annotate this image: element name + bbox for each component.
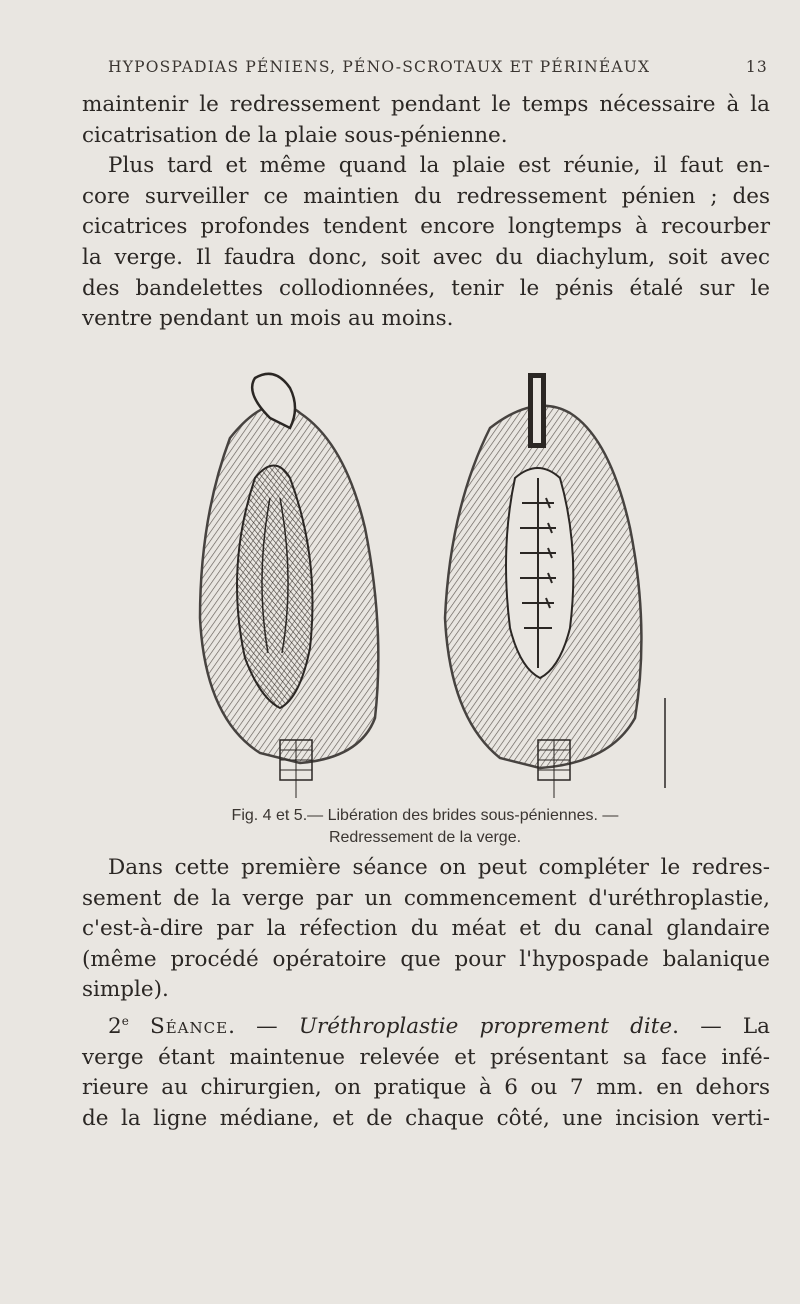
text-line: maintenir le redressement pendant le temps nécessaire à la — [82, 92, 770, 117]
text-line: Dans cette première séance on peut compléter le redres- — [108, 855, 770, 880]
running-header — [108, 58, 768, 76]
text-line: simple). — [82, 977, 169, 1003]
caption-line: Redressement de la verge. — [328, 829, 522, 846]
text-line: de la ligne médiane, et de chaque côté, une incision verti- — [82, 1105, 770, 1131]
section-title: Uréthroplastie proprement dite — [298, 1014, 673, 1040]
text-line: c'est-à-dire par la réfection du méat et du canal glandaire — [82, 916, 770, 942]
separator: . — — [228, 1014, 299, 1040]
text-line: (même procédé opératoire que pour l'hypospade balanique — [82, 946, 770, 972]
text-line: Plus tard et même quand la plaie est réunie, il faut en- — [108, 153, 770, 179]
page-number: 13 — [745, 58, 768, 76]
running-title: HYPOSPADIAS PÉNIENS, PÉNO-SCROTAUX ET PÉRINÉAUX — [108, 58, 651, 76]
text-line: ventre pendant un mois au moins. — [82, 306, 454, 332]
text-line: cicatrices profondes tendent encore longtemps à recourber — [82, 214, 770, 240]
anatomical-figure — [160, 368, 680, 800]
text-line: sement de la verge par un commencement d'uréthroplastie, — [82, 885, 770, 911]
text-line: des bandelettes collodionnées, tenir le pénis étalé sur le — [82, 275, 770, 301]
text-line: verge étant maintenue relevée et présentant sa face infé- — [82, 1044, 770, 1070]
seance-label: Séance — [150, 1014, 229, 1040]
body-text-bottom — [82, 853, 770, 1135]
text-line: la verge. Il faudra donc, soit avec du diachylum, soit avec — [82, 244, 770, 270]
caption-line: Fig. 4 et 5.— Libération des brides sous-péniennes. — — [231, 807, 619, 824]
ordinal-suffix: e — [121, 1013, 129, 1028]
text-line: rieure au chirurgien, on pratique à 6 ou 7 mm. en dehors — [82, 1075, 770, 1101]
figure-5-drawing — [445, 373, 665, 798]
section-number: 2 — [108, 1014, 122, 1040]
text-line: core surveiller ce maintien du redressement pénien ; des — [82, 183, 770, 209]
separator: . — La — [672, 1014, 770, 1040]
section-heading-line — [82, 1006, 770, 1043]
figure-caption — [110, 805, 740, 849]
figure-4-drawing — [200, 374, 378, 798]
text-line: cicatrisation de la plaie sous-pénienne. — [82, 122, 508, 148]
body-text-top — [82, 90, 770, 335]
